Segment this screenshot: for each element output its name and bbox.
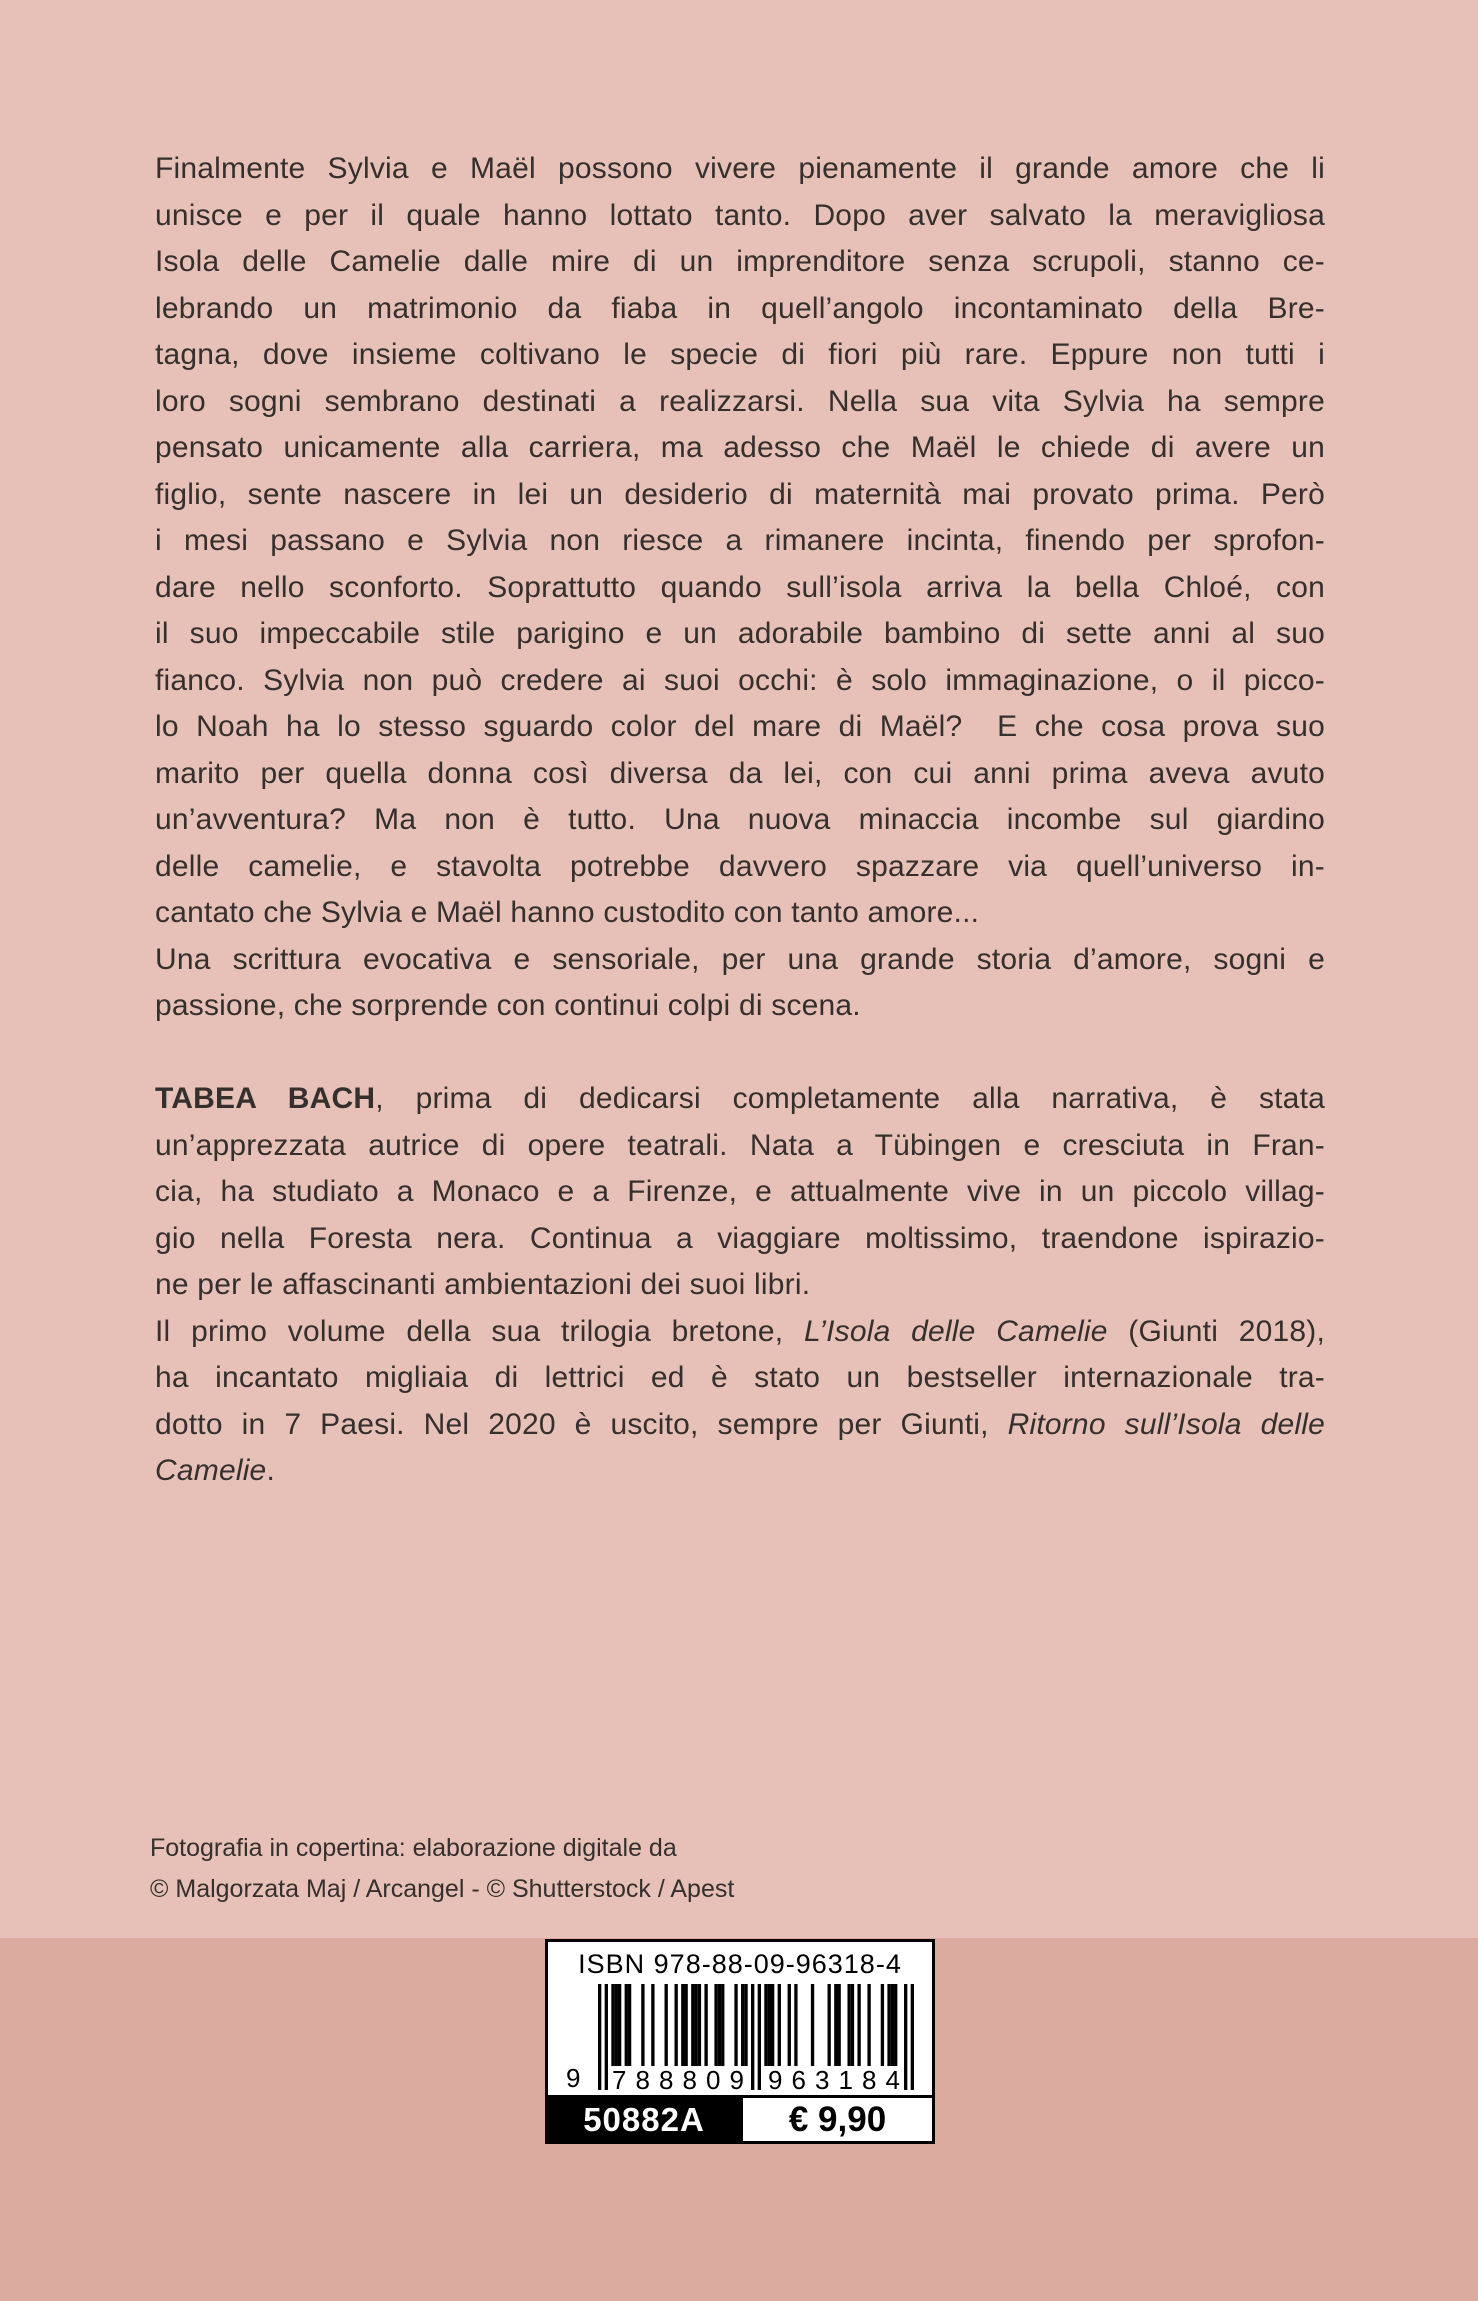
barcode-digit: 6 xyxy=(791,2065,806,2095)
text-segment: gio nella Foresta nera. Continua a viaggiare moltissimo, traendone ispirazio- xyxy=(155,1221,1325,1255)
photo-credit-line: © Malgorzata Maj / Arcangel - © Shutterstock / Apest xyxy=(150,1875,735,1903)
barcode-digit: 0 xyxy=(706,2065,721,2095)
text-line xyxy=(155,239,1325,286)
text-line xyxy=(155,890,1325,937)
text-segment: loro sogni sembrano destinati a realizzarsi. Nella sua vita Sylvia ha sempre xyxy=(155,384,1325,418)
text-segment: dare nello sconforto. Soprattutto quando sull’isola arriva la bella Chloé, con xyxy=(155,570,1325,604)
text-segment: dotto in 7 Paesi. Nel 2020 è uscito, sempre per Giunti, xyxy=(155,1407,1008,1441)
text-segment: pensato unicamente alla carriera, ma adesso che Maël le chiede di avere un xyxy=(155,431,1325,464)
barcode-digit: 9 xyxy=(729,2065,744,2095)
text-segment: marito per quella donna così diversa da lei, con cui anni prima aveva avuto xyxy=(155,756,1325,790)
text-segment: Una scrittura evocativa e sensoriale, per una grande storia d’amore, sogni e xyxy=(155,942,1325,976)
text-segment: Il primo volume della sua trilogia bretone, xyxy=(155,1314,805,1348)
text-line xyxy=(155,146,1325,193)
barcode-digit: 8 xyxy=(659,2065,674,2095)
text-line xyxy=(155,1169,1325,1216)
barcode-digits-right xyxy=(764,2065,904,2095)
barcode-digit: 8 xyxy=(635,2065,650,2095)
text-line xyxy=(155,1402,1325,1449)
text-segment: lo Noah ha lo stesso sguardo color del mare di Maël? E che cosa prova suo xyxy=(155,710,1325,743)
book-title: L’Isola delle Camelie xyxy=(804,1314,1108,1348)
text-segment: fianco. Sylvia non può credere ai suoi occhi: è solo immaginazione, o il picco- xyxy=(155,663,1325,697)
text-segment: figlio, sente nascere in lei un desiderio di maternità mai provato prima. Però xyxy=(155,477,1325,511)
isbn-number: ISBN 978-88-09-96318-4 xyxy=(578,1949,902,1979)
barcode-digit: 8 xyxy=(682,2065,697,2095)
barcode-digits-left xyxy=(608,2065,748,2095)
text-segment: ha incantato migliaia di lettrici ed è stato un bestseller internazionale tra- xyxy=(155,1361,1325,1394)
text-segment: delle camelie, e stavolta potrebbe davvero spazzare via quell’universo in- xyxy=(155,849,1325,883)
text-line xyxy=(155,286,1325,333)
photo-credit-line: Fotografia in copertina: elaborazione digitale da xyxy=(150,1834,677,1862)
text-segment: ne per le affascinanti ambientazioni dei suoi libri. xyxy=(155,1268,811,1301)
text-segment: cantato che Sylvia e Maël hanno custodito con tanto amore... xyxy=(155,896,980,929)
text-line xyxy=(155,425,1325,472)
text-line xyxy=(155,704,1325,751)
barcode-digit: 3 xyxy=(815,2065,830,2095)
publisher-code: 50882A xyxy=(548,2098,740,2141)
text-line xyxy=(155,1216,1325,1263)
text-line xyxy=(155,937,1325,984)
book-title: Camelie xyxy=(155,1454,267,1487)
text-line xyxy=(155,658,1325,705)
price-row xyxy=(548,2095,932,2141)
text-line xyxy=(155,518,1325,565)
text-segment: (Giunti 2018), xyxy=(1107,1314,1325,1348)
synopsis-text xyxy=(155,146,1325,1030)
text-line xyxy=(155,983,1325,1030)
text-segment: unisce e per il quale hanno lottato tanto. Dopo aver salvato la meravigliosa xyxy=(155,198,1325,232)
text-segment: lebrando un matrimonio da fiaba in quell’angolo incontaminato della Bre- xyxy=(155,291,1325,325)
ean-barcode xyxy=(566,1984,914,2095)
text-line xyxy=(155,193,1325,240)
isbn-box xyxy=(545,1939,935,2144)
text-line xyxy=(155,751,1325,798)
text-line xyxy=(155,1123,1325,1170)
text-line xyxy=(155,332,1325,379)
text-line xyxy=(155,844,1325,891)
text-line xyxy=(155,565,1325,612)
barcode-digit: 9 xyxy=(768,2065,783,2095)
text-line xyxy=(155,1262,1325,1309)
text-segment: Finalmente Sylvia e Maël possono vivere pienamente il grande amore che li xyxy=(155,152,1325,185)
barcode-digit: 1 xyxy=(838,2065,853,2095)
barcode-digit: 8 xyxy=(862,2065,877,2095)
barcode-digit: 4 xyxy=(885,2065,900,2095)
text-line xyxy=(155,1076,1325,1123)
text-segment: un’avventura? Ma non è tutto. Una nuova minaccia incombe sul giardino xyxy=(155,803,1325,836)
text-segment: Isola delle Camelie dalle mire di un imprenditore senza scrupoli, stanno ce- xyxy=(155,245,1325,278)
text-line xyxy=(155,1355,1325,1402)
text-segment: passione, che sorprende con continui colpi di scena. xyxy=(155,989,861,1022)
price-label: € 9,90 xyxy=(740,2098,932,2141)
text-line xyxy=(155,1448,1325,1495)
barcode-first-digit: 9 xyxy=(566,2063,581,2093)
text-segment: un’apprezzata autrice di opere teatrali. Nata a Tübingen e cresciuta in Fran- xyxy=(155,1128,1325,1162)
text-line xyxy=(155,472,1325,519)
text-segment: tagna, dove insieme coltivano le specie di fiori più rare. Eppure non tutti i xyxy=(155,338,1325,371)
photo-credit xyxy=(150,1828,1050,1910)
text-line xyxy=(155,1309,1325,1356)
author-name: TABEA BACH xyxy=(155,1082,376,1115)
author-bio-text xyxy=(155,1076,1325,1495)
barcode-digit: 7 xyxy=(612,2065,627,2095)
text-segment: il suo impeccabile stile parigino e un adorabile bambino di sette anni al suo xyxy=(155,617,1325,650)
text-line xyxy=(155,797,1325,844)
book-title: Ritorno sull’Isola delle xyxy=(1007,1407,1325,1441)
text-segment: i mesi passano e Sylvia non riesce a rimanere incinta, finendo per sprofon- xyxy=(155,524,1325,557)
text-segment: . xyxy=(266,1454,275,1487)
text-line xyxy=(155,611,1325,658)
text-segment: cia, ha studiato a Monaco e a Firenze, e attualmente vive in un piccolo villag- xyxy=(155,1175,1325,1208)
text-segment: , prima di dedicarsi completamente alla narrativa, è stata xyxy=(375,1082,1325,1115)
text-line xyxy=(155,379,1325,426)
